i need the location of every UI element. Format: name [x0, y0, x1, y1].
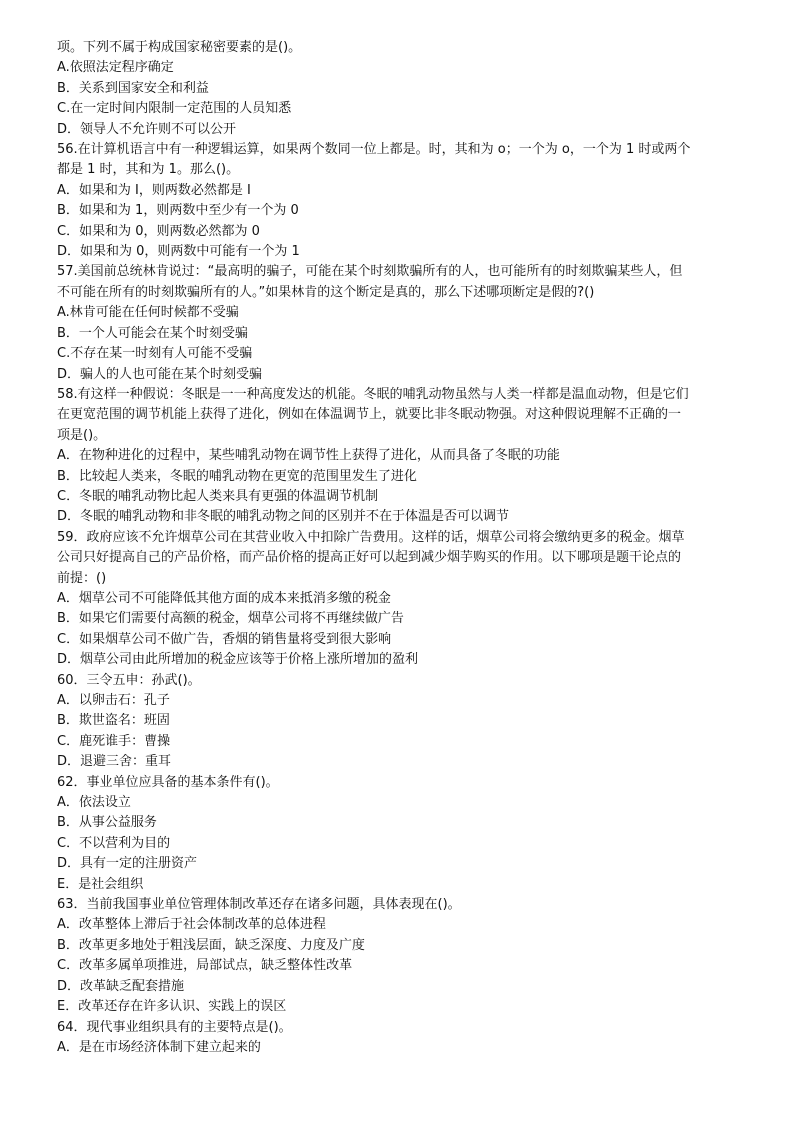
text-line: A．在物种进化的过程中，某些哺乳动物在调节性上获得了进化，从而具备了冬眠的功能 — [57, 448, 560, 464]
text-line: B．从事公益服务 — [57, 815, 157, 831]
text-line: D．退避三舍：重耳 — [57, 754, 172, 770]
text-line: A．依法设立 — [57, 795, 131, 811]
text-line: C.不存在某一时刻有人可能不受骗 — [57, 346, 253, 362]
text-line: D．改革缺乏配套措施 — [57, 978, 185, 994]
text-line: D．冬眠的哺乳动物和非冬眠的哺乳动物之间的区别并不在于体温是否可以调节 — [57, 509, 510, 525]
text-line: 59．政府应该不允许烟草公司在其营业收入中扣除广告费用。这样的话，烟草公司将会缴纳更多的税金。烟草 — [57, 529, 685, 545]
text-line: B．如果它们需要付高额的税金，烟草公司将不再继续做广告 — [57, 611, 404, 627]
text-line: D．如果和为 0，则两数中可能有一个为 1 — [57, 244, 300, 260]
text-line: 60．三令五申：孙武()。 — [57, 672, 201, 688]
text-line: 在更宽范围的调节机能上获得了进化，例如在体温调节上，就要比非冬眠动物强。对这种假说理解不正确的一 — [57, 407, 682, 423]
text-line: E．改革还存在许多认识、实践上的误区 — [57, 999, 287, 1015]
text-line: B．改革更多地处于粗浅层面，缺乏深度、力度及广度 — [57, 937, 365, 953]
text-line: C．不以营利为目的 — [57, 835, 171, 851]
text-line: C．冬眠的哺乳动物比起人类来具有更强的体温调节机制 — [57, 488, 379, 504]
text-line: A.依照法定程序确定 — [57, 60, 174, 76]
text-line: 56.在计算机语言中有一种逻辑运算，如果两个数同一位上都是。时，其和为 o；一个为 o，一个为 1 时或两个 — [57, 142, 691, 158]
text-line: C．改革多属单项推进，局部试点，缺乏整体性改革 — [57, 958, 353, 974]
text-line: 项。下列不属于构成国家秘密要素的是()。 — [57, 40, 302, 55]
text-line: 64．现代事业组织具有的主要特点是()。 — [57, 1019, 292, 1035]
text-line: 57.美国前总统林肯说过：“最高明的骗子，可能在某个时刻欺骗所有的人，也可能所有的时刻欺骗某些人，但 — [57, 264, 683, 280]
text-line: B．如果和为 1，则两数中至少有一个为 0 — [57, 203, 299, 219]
text-line: A．是在市场经济体制下建立起来的 — [57, 1039, 261, 1055]
text-line: D．骗人的人也可能在某个时刻受骗 — [57, 366, 263, 382]
text-line: B．关系到国家安全和利益 — [57, 80, 209, 96]
text-line: D．领导人不允许则不可以公开 — [57, 121, 237, 137]
document-page — [57, 38, 741, 1058]
text-line: 项是()。 — [57, 427, 107, 443]
text-line: C．如果和为 0，则两数必然都为 0 — [57, 223, 260, 239]
text-line: C.在一定时间内限制一定范围的人员知悉 — [57, 101, 292, 117]
text-line: A．以卵击石：孔子 — [57, 693, 170, 708]
text-line: D．具有一定的注册资产 — [57, 856, 198, 872]
text-line: A.林肯可能在任何时候都不受骗 — [57, 305, 239, 321]
text-line: 公司只好提高自己的产品价格，而产品价格的提高正好可以起到减少烟芋购买的作用。以下哪项是题干论点的 — [57, 550, 682, 566]
text-line: 58.有这样一种假说：冬眠是一一种高度发达的机能。冬眠的哺乳动物虽然与人类一样都是温血动物，但是它们 — [57, 386, 689, 402]
text-line: 63．当前我国事业单位管理体制改革还存在诸多问题，具体表现在()。 — [57, 897, 461, 913]
text-line: 不可能在所有的时刻欺骗所有的人。”如果林肯的这个断定是真的，那么下述哪项断定是假的?() — [57, 284, 595, 300]
text-line: 都是 1 时，其和为 1。那么()。 — [57, 162, 240, 178]
text-line: D．烟草公司由此所增加的税金应该等于价格上涨所增加的盈利 — [57, 652, 419, 668]
text-line: A．改革整体上滞后于社会体制改革的总体进程 — [57, 917, 326, 933]
text-line: C．如果烟草公司不做广告，香烟的销售量将受到很大影响 — [57, 631, 392, 647]
text-line: A．如果和为 I，则两数必然都是 I — [57, 182, 251, 198]
text-line: A．烟草公司不可能降低其他方面的成本来抵消多缴的税金 — [57, 590, 391, 606]
text-line: 前提：() — [57, 570, 107, 586]
text-line: B．比较起人类来，冬眠的哺乳动物在更宽的范围里发生了进化 — [57, 468, 417, 484]
text-line: 62．事业单位应具备的基本条件有()。 — [57, 774, 279, 790]
text-line: B．一个人可能会在某个时刻受骗 — [57, 325, 248, 341]
text-line: E．是社会组织 — [57, 876, 144, 892]
text-line: C．鹿死谁手：曹操 — [57, 733, 171, 749]
text-line: B．欺世盗名：班固 — [57, 713, 170, 729]
